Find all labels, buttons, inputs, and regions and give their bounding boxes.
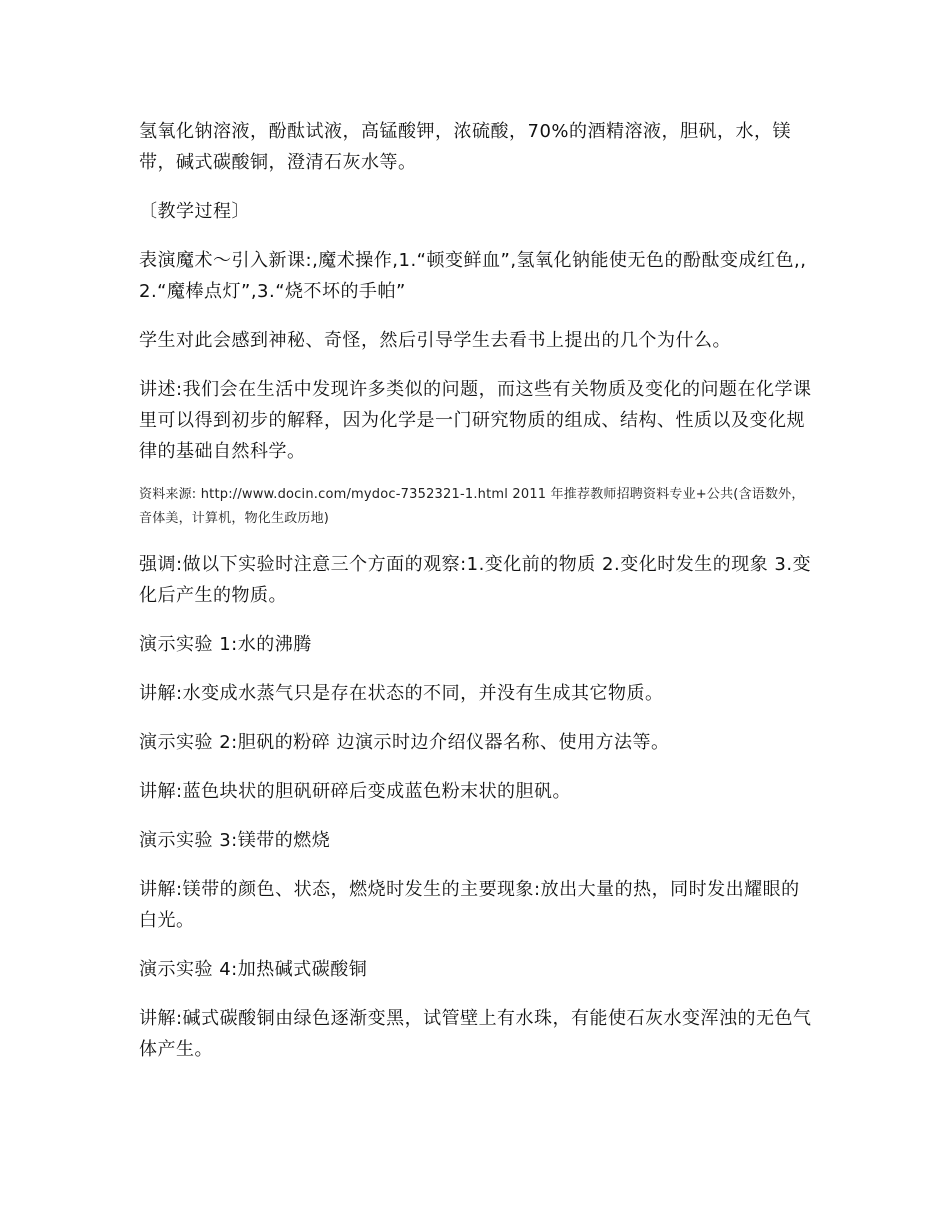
materials-paragraph: 氢氧化钠溶液，酚酞试液，高锰酸钾，浓硫酸，70%的酒精溶液，胆矾，水，镁带，碱式碳酸铜，澄清石灰水等。 [139, 121, 792, 173]
emphasis-paragraph: 强调:做以下实验时注意三个方面的观察:1.变化前的物质 2.变化时发生的现象 3.变化后产生的物质。 [139, 554, 812, 606]
document-body [139, 116, 814, 1065]
lecture-paragraph: 讲述:我们会在生活中发现许多类似的问题，而这些有关物质及变化的问题在化学课里可以得到初步的解释，因为化学是一门研究物质的组成、结构、性质以及变化规律的基础自然科学。 [139, 379, 812, 462]
section-heading-teaching-process: 〔教学过程〕 [139, 201, 250, 222]
experiment-2-explanation: 讲解:蓝色块状的胆矾研碎后变成蓝色粉末状的胆矾。 [139, 781, 572, 802]
experiment-1-title: 演示实验 1:水的沸腾 [139, 634, 312, 655]
experiment-3-title: 演示实验 3:镁带的燃烧 [139, 830, 331, 851]
experiment-4-title: 演示实验 4:加热碱式碳酸铜 [139, 959, 368, 980]
experiment-2-title: 演示实验 2:胆矾的粉碎 边演示时边介绍仪器名称、使用方法等。 [139, 732, 670, 753]
experiment-4-explanation: 讲解:碱式碳酸铜由绿色逐渐变黑，试管壁上有水珠，有能使石灰水变浑浊的无色气体产生。 [139, 1008, 812, 1060]
experiment-3-explanation: 讲解:镁带的颜色、状态，燃烧时发生的主要现象:放出大量的热，同时发出耀眼的白光。 [139, 879, 800, 931]
magic-intro-paragraph: 表演魔术～引入新课:,魔术操作,1.“顿变鲜血”,氢氧化钠能使无色的酚酞变成红色,,2.“魔棒点灯”,3.“烧不坏的手帕” [139, 250, 807, 302]
experiment-1-explanation: 讲解:水变成水蒸气只是存在状态的不同，并没有生成其它物质。 [139, 683, 664, 704]
student-reaction-paragraph: 学生对此会感到神秘、奇怪，然后引导学生去看书上提出的几个为什么。 [139, 330, 731, 351]
source-note: 资料来源: http://www.docin.com/mydoc-7352321-1.html 2011 年推荐教师招聘资料专业+公共(含语数外，音体美，计算机，物化生政历地) [139, 487, 805, 526]
